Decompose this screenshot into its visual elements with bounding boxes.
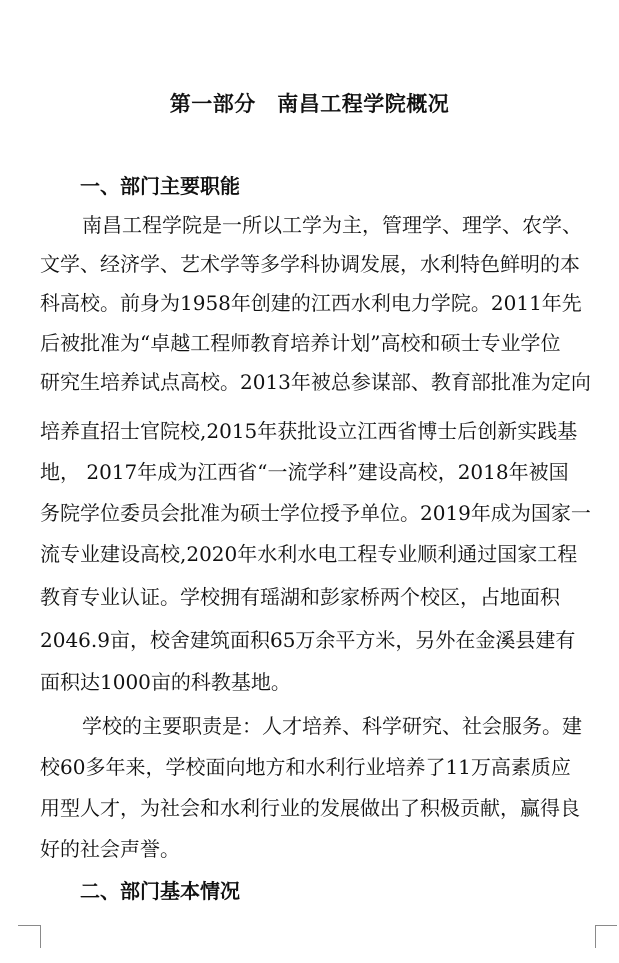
text-line: 培养直招士官院校,2015年获批设立江西省博士后创新实践基	[40, 419, 578, 443]
text-line: 学校的主要职责是：人才培养、科学研究、社会服务。建	[82, 714, 582, 738]
text-line: 流专业建设高校,2020年水利水电工程专业顺利通过国家工程	[40, 542, 578, 566]
page-title: 第一部分 南昌工程学院概况	[169, 91, 450, 116]
text-line: 用型人才，为社会和水利行业的发展做出了积极贡献，赢得良	[40, 796, 580, 820]
section-heading-basic-info: 二、部门基本情况	[80, 879, 240, 903]
text-line: 教育专业认证。学校拥有瑶湖和彭家桥两个校区，占地面积	[40, 585, 560, 609]
text-line: 南昌工程学院是一所以工学为主，管理学、理学、农学、	[82, 213, 582, 237]
text-line: 面积达1000亩的科教基地。	[40, 670, 291, 694]
text-line: 2046.9亩，校舍建筑面积65万余平方米，另外在金溪县建有	[40, 628, 576, 652]
text-line: 校60多年来，学校面向地方和水利行业培养了11万高素质应	[40, 755, 571, 779]
text-line: 后被批准为“卓越工程师教育培养计划”高校和硕士专业学位	[40, 331, 561, 355]
section-heading-functions: 一、部门主要职能	[80, 174, 240, 198]
text-line: 文学、经济学、艺术学等多学科协调发展，水利特色鲜明的本	[40, 252, 580, 276]
text-line: 务院学位委员会批准为硕士学位授予单位。2019年成为国家一	[40, 501, 591, 525]
text-line: 好的社会声誉。	[40, 837, 180, 861]
text-line: 科高校。前身为1958年创建的江西水利电力学院。2011年先	[40, 291, 582, 315]
text-line: 地， 2017年成为江西省“一流学科”建设高校，2018年被国	[40, 460, 569, 484]
text-line: 研究生培养试点高校。2013年被总参谋部、教育部批准为定向	[40, 370, 591, 394]
